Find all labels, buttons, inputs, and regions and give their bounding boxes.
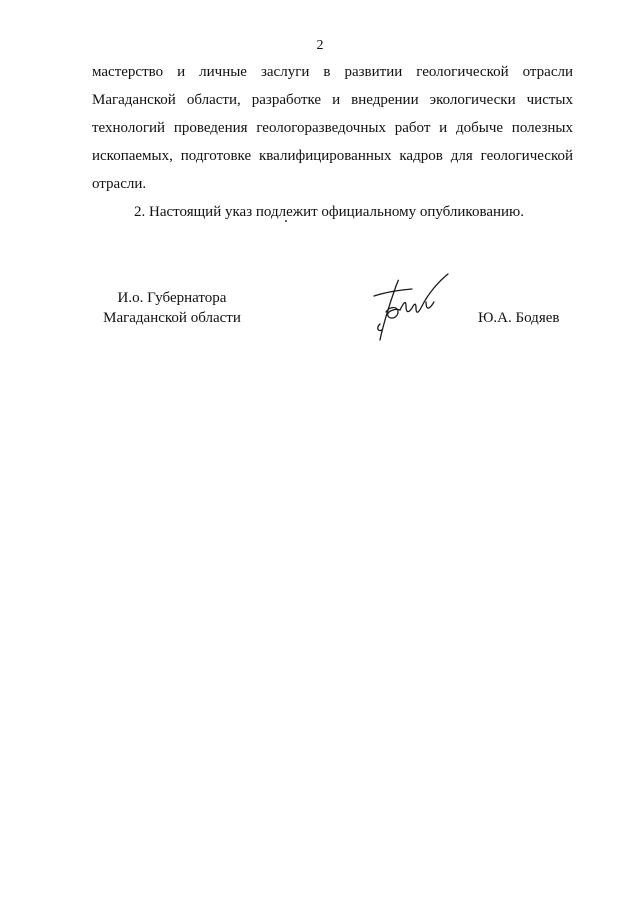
signatory-title-line-1: И.о. Губернатора [117,290,227,306]
paragraph-1-line-4: ископаемых, подготовке квалифицированных кадров для геологической [92,148,573,164]
stray-dot [285,220,287,222]
page-number: 2 [316,38,324,53]
paragraph-1-line-3: технологий проведения геологоразведочных работ и добыче полезных [92,120,573,136]
handwritten-signature [368,272,458,344]
paragraph-2: 2. Настоящий указ подлежит официальному опубликованию. [134,204,525,220]
signature-block [0,288,640,358]
decree-body [92,58,573,226]
signatory-title-line-2: Магаданской области [103,310,241,326]
paragraph-1-line-2: Магаданской области, разработке и внедрении экологически чистых [92,92,573,108]
paragraph-1-line-5: отрасли. [92,176,147,192]
signatory-title [92,288,252,328]
signatory-name: Ю.А. Бодяев [478,310,560,326]
paragraph-1-line-1: мастерство и личные заслуги в развитии геологической отрасли [92,64,573,80]
